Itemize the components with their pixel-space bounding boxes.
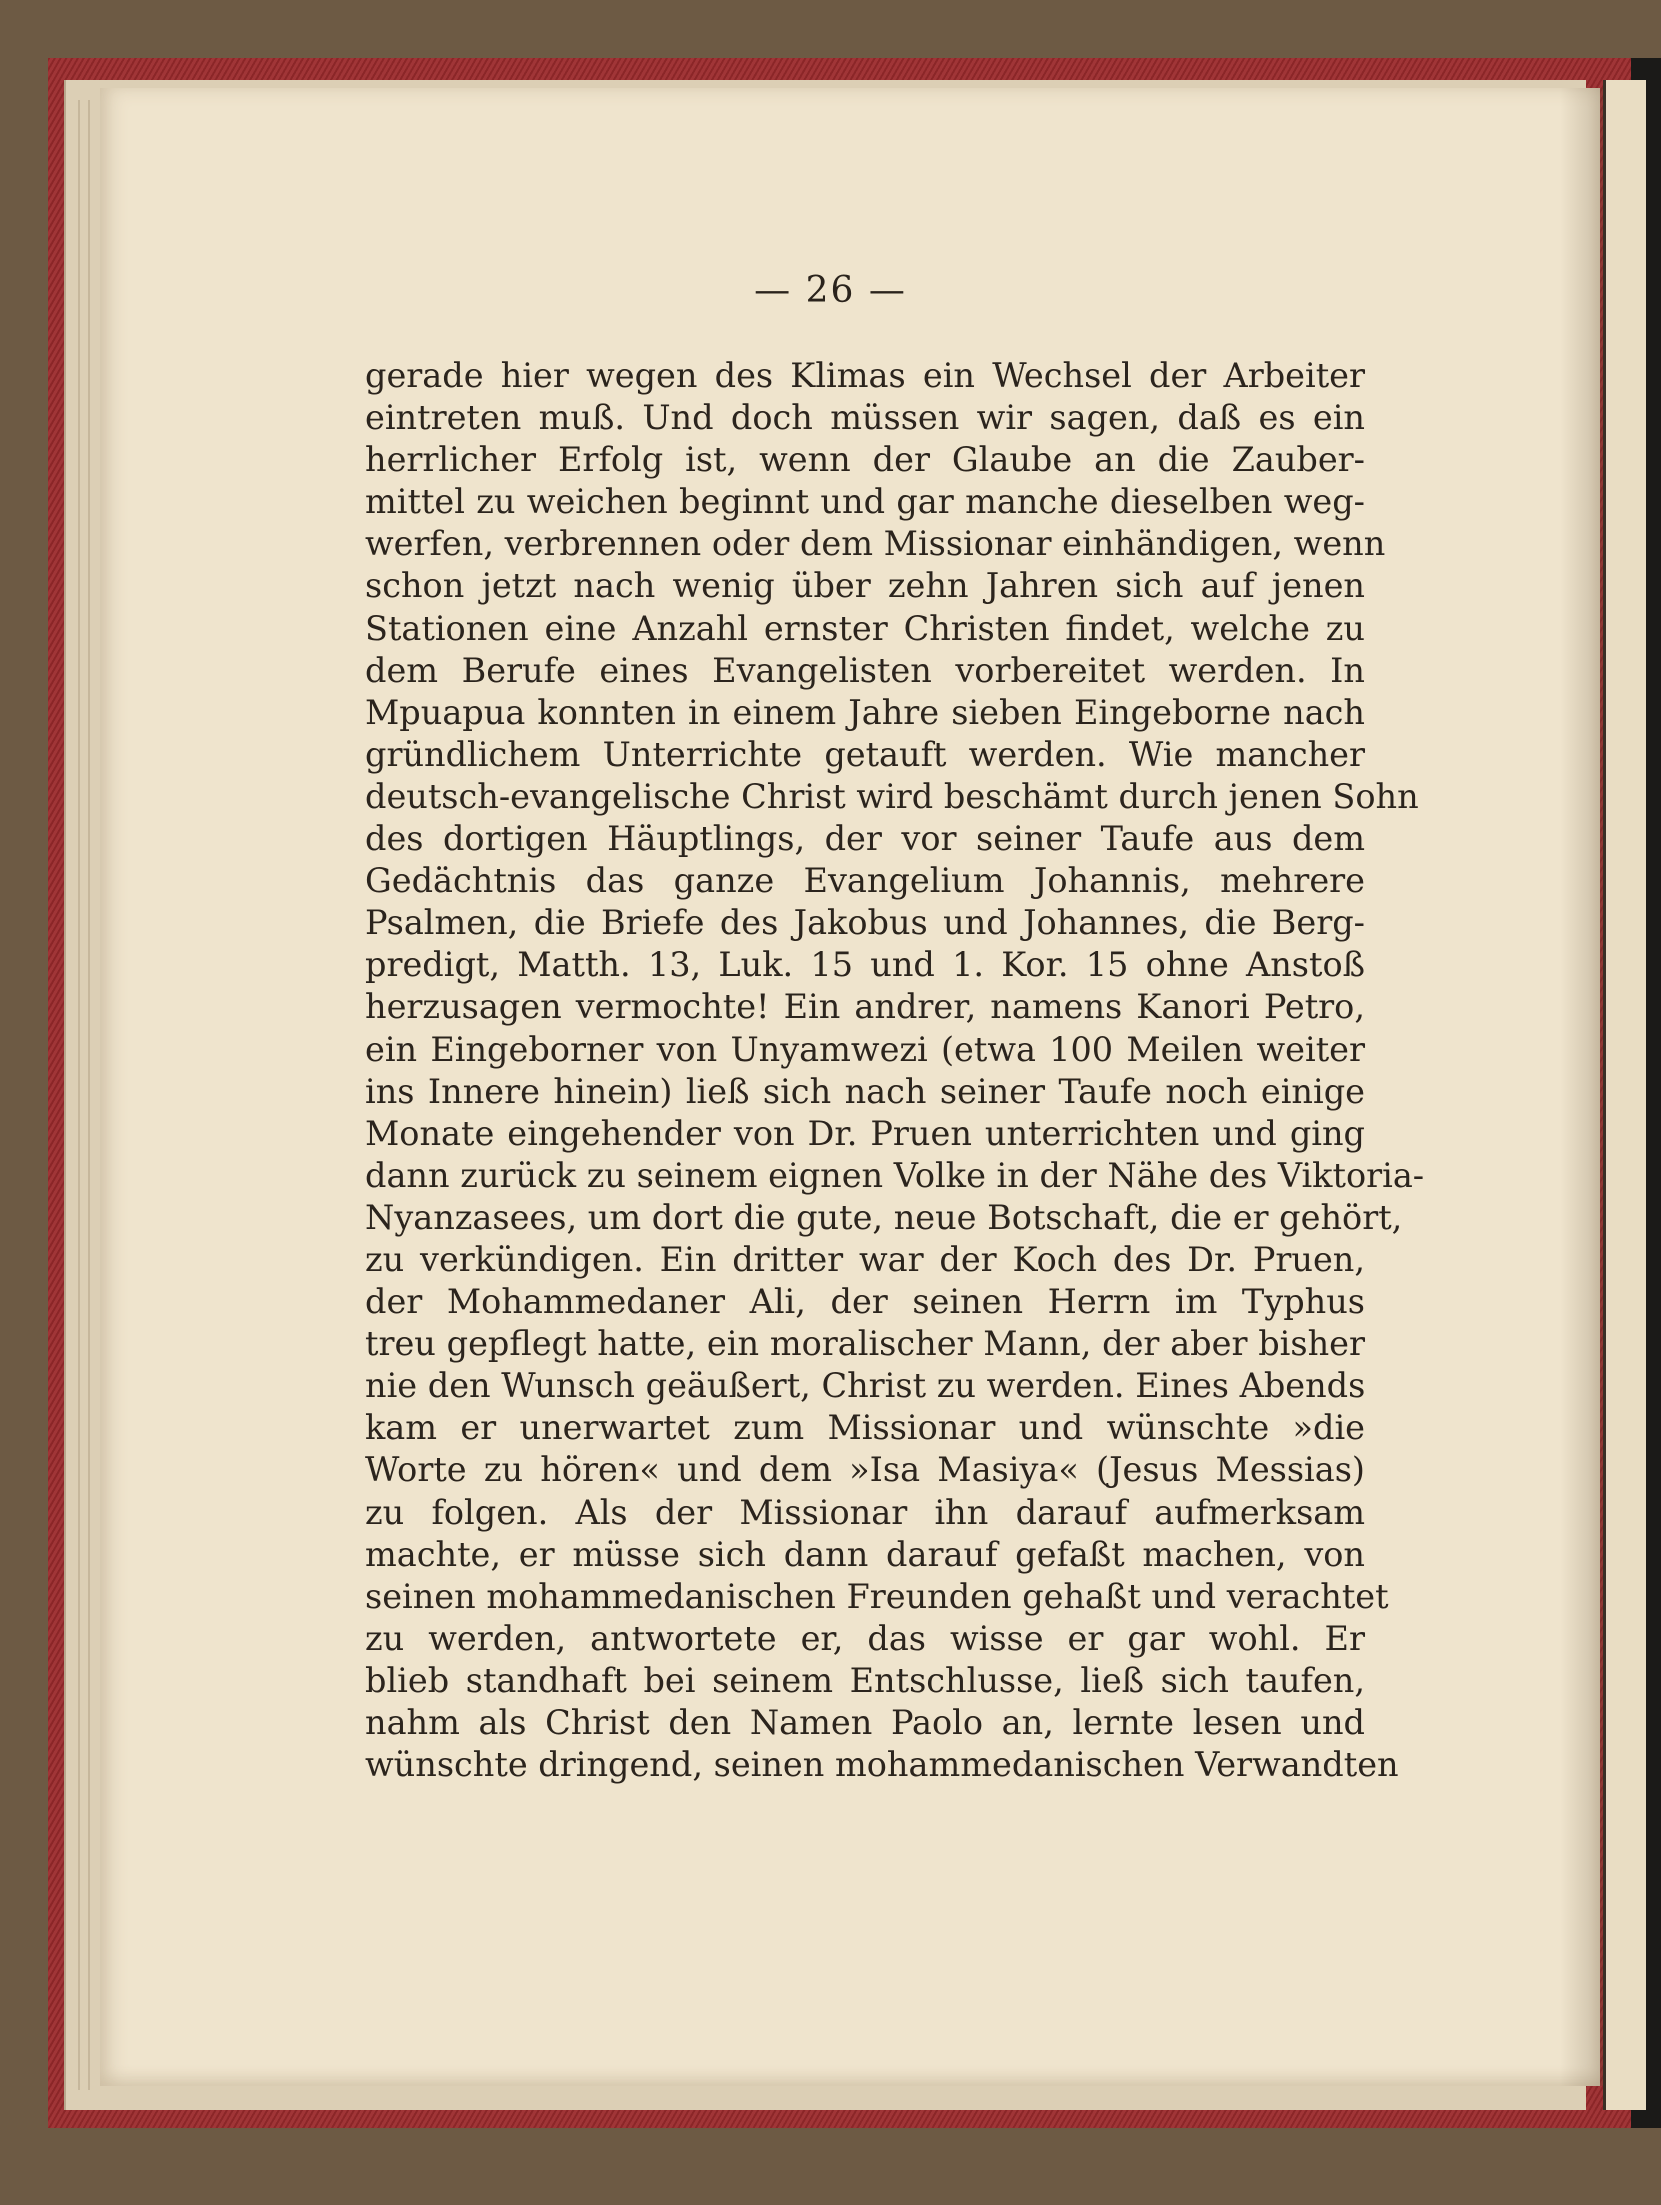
text-line: dem Berufe eines Evangelisten vorbereitet werden. In — [365, 650, 1365, 690]
facing-page-edge — [1603, 80, 1646, 2110]
text-line: Nyanzasees, um dort die gute, neue Botschaft, die er gehört, — [365, 1197, 1403, 1237]
text-line: Gedächtnis das ganze Evangelium Johannis, mehrere — [365, 861, 1365, 901]
gutter-shadow — [1560, 88, 1604, 2086]
text-line: kam er unerwartet zum Missionar und wünschte »die — [365, 1408, 1365, 1448]
text-line: dann zurück zu seinem eignen Volke in der Nähe des Viktoria- — [365, 1155, 1425, 1195]
text-line: predigt, Matth. 13, Luk. 15 und 1. Kor. 15 ohne Anstoß — [365, 945, 1365, 985]
text-line: Monate eingehender von Dr. Pruen unterrichten und ging — [365, 1113, 1365, 1153]
text-line: mittel zu weichen beginnt und gar manche dieselben weg- — [365, 482, 1365, 522]
text-line: Stationen eine Anzahl ernster Christen findet, welche zu — [365, 608, 1365, 648]
text-line: schon jetzt nach wenig über zehn Jahren sich auf jenen — [365, 566, 1365, 606]
text-line: des dortigen Häuptlings, der vor seiner Taufe aus dem — [365, 819, 1365, 859]
text-line: nie den Wunsch geäußert, Christ zu werden. Eines Abends — [365, 1366, 1366, 1406]
text-line: werfen, verbrennen oder dem Missionar einhändigen, wenn — [365, 524, 1386, 564]
page-edge-line — [88, 100, 90, 2090]
text-line: Worte zu hören« und dem »Isa Masiya« (Jesus Messias) — [365, 1450, 1365, 1490]
text-line: zu verkündigen. Ein dritter war der Koch des Dr. Pruen, — [365, 1239, 1365, 1279]
text-line: herrlicher Erfolg ist, wenn der Glaube an die Zauber- — [365, 440, 1365, 480]
text-line: gründlichem Unterrichte getauft werden. Wie mancher — [365, 734, 1365, 774]
text-line: nahm als Christ den Namen Paolo an, lernte lesen und — [365, 1703, 1365, 1742]
text-line: zu werden, antwortete er, das wisse er gar wohl. Er — [365, 1618, 1365, 1658]
text-line: machte, er müsse sich dann darauf gefaßt machen, von — [365, 1534, 1365, 1574]
text-line: zu folgen. Als der Missionar ihn darauf aufmerksam — [365, 1492, 1365, 1532]
text-line: gerade hier wegen des Klimas ein Wechsel der Arbeiter — [365, 356, 1365, 395]
text-line: Psalmen, die Briefe des Jakobus und Johannes, die Berg- — [365, 903, 1365, 943]
text-line: seinen mohammedanischen Freunden gehaßt und verachtet — [365, 1576, 1389, 1616]
text-line: wünschte dringend, seinen mohammedanischen Verwandten — [365, 1745, 1399, 1785]
text-line: blieb standhaft bei seinem Entschlusse, ließ sich taufen, — [365, 1660, 1365, 1700]
text-line: eintreten muß. Und doch müssen wir sagen, daß es ein — [365, 398, 1365, 438]
page-number: — 26 — — [754, 270, 907, 311]
text-line: ein Eingeborner von Unyamwezi (etwa 100 Meilen weiter — [365, 1029, 1365, 1069]
text-line: Mpuapua konnten in einem Jahre sieben Eingeborne nach — [365, 692, 1365, 732]
text-line: herzusagen vermochte! Ein andrer, namens Kanori Petro, — [365, 987, 1365, 1027]
text-line: der Mohammedaner Ali, der seinen Herrn im Typhus — [365, 1282, 1365, 1322]
text-line: deutsch-evangelische Christ wird beschämt durch jenen Sohn — [365, 776, 1419, 816]
text-line: ins Innere hinein) ließ sich nach seiner Taufe noch einige — [365, 1071, 1365, 1111]
page-edge-line — [78, 100, 80, 2090]
text-line: treu gepflegt hatte, ein moralischer Mann, der aber bisher — [365, 1324, 1365, 1364]
body-text — [365, 355, 1425, 1786]
